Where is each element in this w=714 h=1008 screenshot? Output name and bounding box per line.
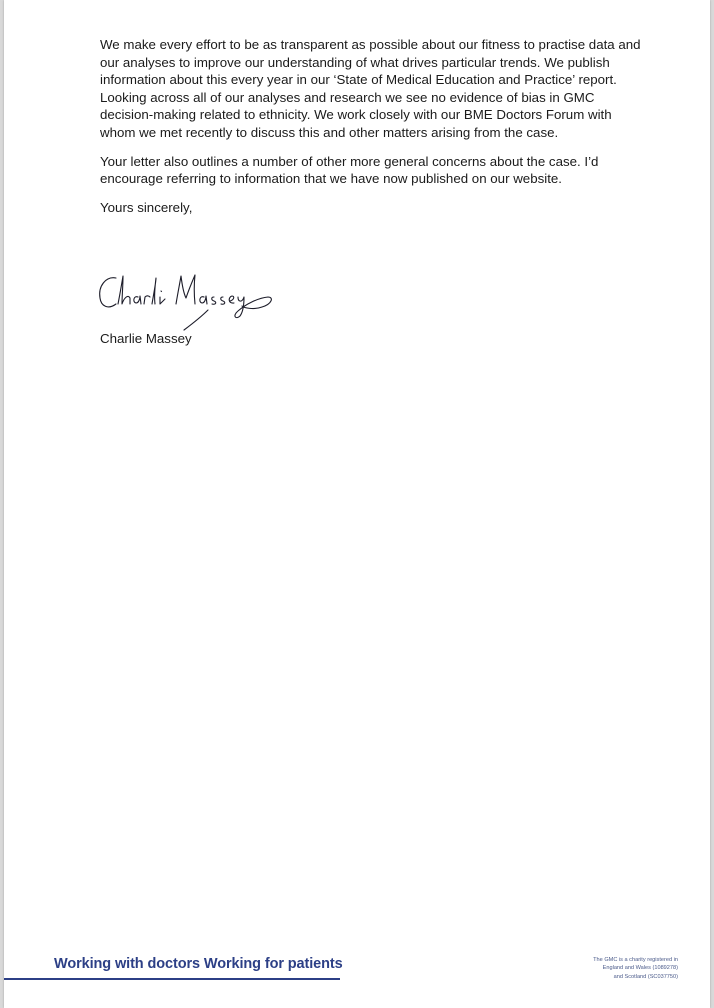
signatory-name: Charlie Massey <box>100 331 192 346</box>
charity-line: England and Wales (1089278) <box>602 965 678 972</box>
closing-salutation: Yours sincerely, <box>100 199 193 215</box>
handwritten-signature <box>92 264 282 334</box>
letter-body <box>100 36 650 216</box>
body-paragraph-2: Your letter also outlines a number of other more general concerns about the case. I’d encourage referring to information that we have now published on our website. <box>100 153 599 187</box>
charity-registration-note <box>518 956 678 981</box>
letter-page <box>4 0 710 1008</box>
footer-divider <box>4 978 340 980</box>
charity-line: and Scotland (SC037750) <box>613 973 678 980</box>
footer-tagline: Working with doctors Working for patients <box>54 956 343 972</box>
body-paragraph-1: We make every effort to be as transparent as possible about our fitness to practise data and our analyses to improve our understanding of what drives particular trends. We publish information about this every year in our ‘State of Medical Education and Practice’ report. Looking across all of our analyses and research we see no evidence of bias in GMC decision-making related to ethnicity. We work closely with our BME Doctors Forum with whom we met recently to discuss this and other matters arising from the case. <box>100 37 641 140</box>
charity-line: The GMC is a charity registered in <box>593 957 678 963</box>
